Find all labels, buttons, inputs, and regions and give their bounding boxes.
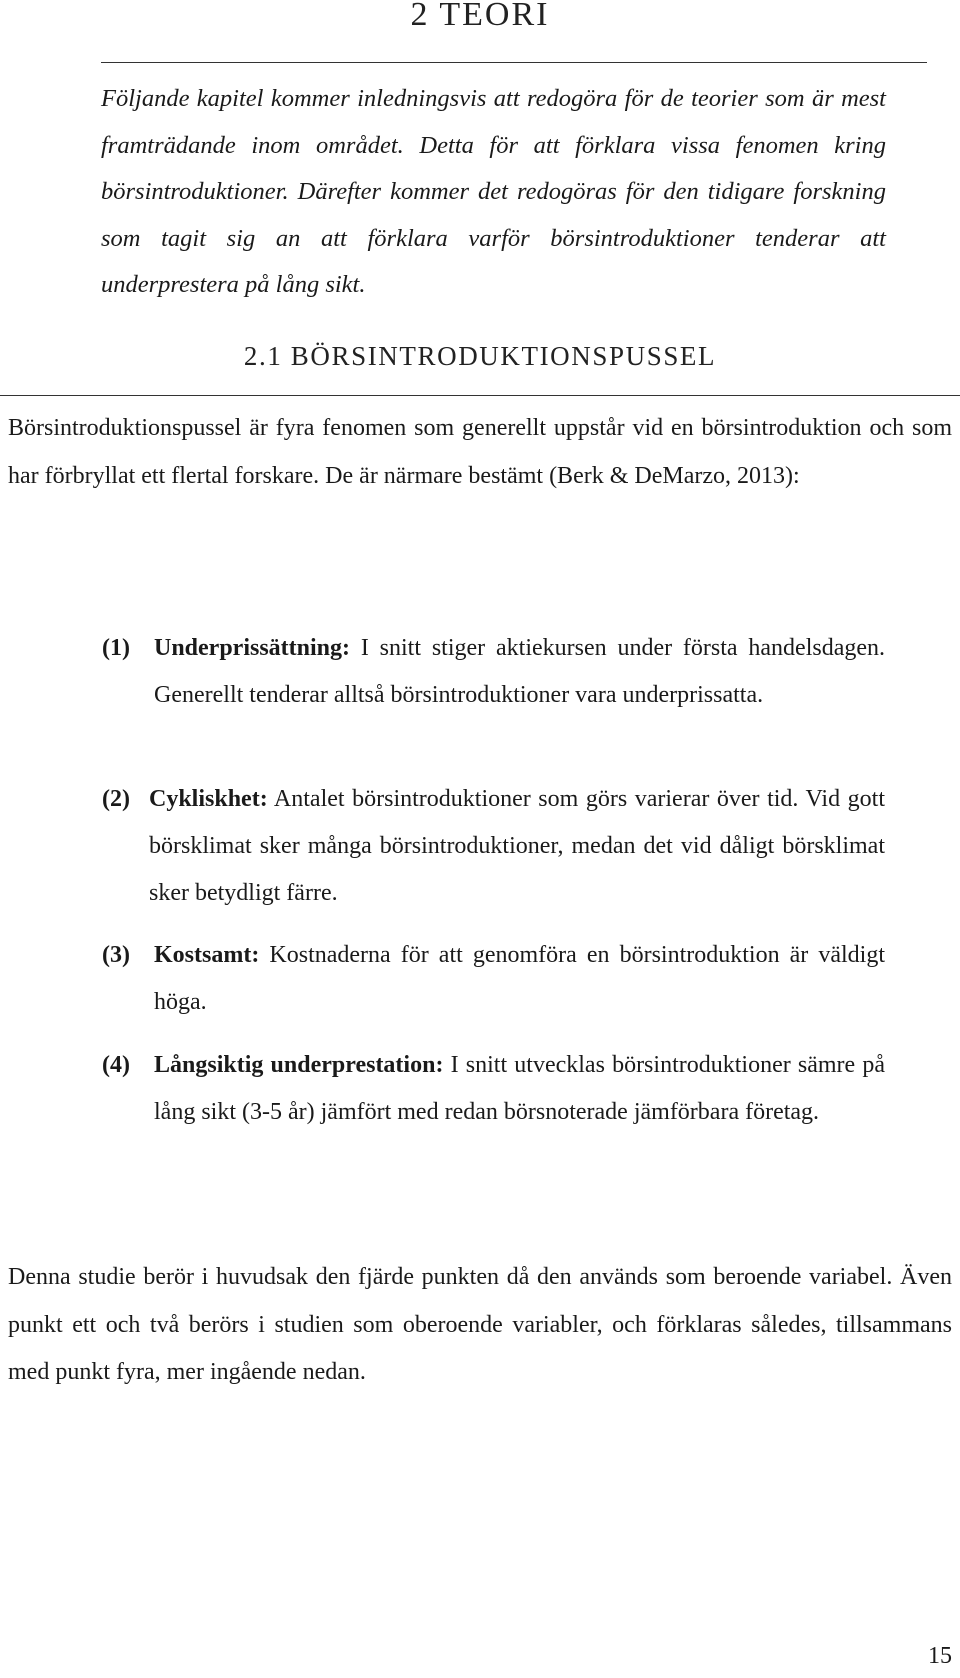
list-item — [102, 776, 885, 917]
section-paragraph-1: Börsintroduktionspussel är fyra fenomen som generellt uppstår vid en börsintroduktion och som har förbryllat ett flertal forskare. De är närmare bestämt (Berk & DeMarzo, 2013): — [8, 415, 952, 489]
chapter-title: 2 TEORI — [410, 0, 550, 33]
section-paragraph-2: Denna studie berör i huvudsak den fjärde punkten då den används som beroende variabel. Även punkt ett och två berörs i studien som oberoende variabler, och förklaras således, tillsammans med punkt fyra, mer ingående nedan. — [8, 1264, 952, 1385]
list-item-text: I snitt utvecklas börsintroduktioner sämre på lång sikt (3-5 år) jämfört med redan börsnoterade jämförbara företag. — [154, 1052, 885, 1125]
chapter-divider — [101, 62, 927, 63]
list-item-number: (3) — [102, 942, 130, 968]
list-item-text: Antalet börsintroduktioner som görs varierar över tid. Vid gott börsklimat sker många börsintroduktioner, medan det vid dåligt börsklimat sker betydligt färre. — [149, 786, 885, 906]
list-item-text: I snitt stiger aktiekursen under första handelsdagen. Generellt tenderar alltså börsintroduktioner vara underprissatta. — [154, 635, 886, 708]
section-divider — [0, 395, 960, 396]
list-item-label: Långsiktig underprestation: — [154, 1052, 444, 1078]
page-number: 15 — [928, 1643, 952, 1669]
section-heading: 2.1 BÖRSINTRODUKTIONSPUSSEL — [243, 341, 717, 371]
list-item-text: Kostnaderna för att genomföra en börsintroduktion är väldigt höga. — [154, 942, 885, 1015]
list-item-label: Cykliskhet: — [149, 786, 268, 812]
chapter-intro: Följande kapitel kommer inledningsvis att redogöra för de teorier som är mest framträdande inom området. Detta för att förklara vissa fenomen kring börsintroduktioner. Därefter kommer det redogöras för den tidigare forskning som tagit sig an att förklara varför börsintroduktioner tenderar att underprestera på lång sikt. — [101, 85, 886, 298]
list-item-number: (4) — [102, 1052, 130, 1078]
list-item-label: Underprissättning: — [154, 635, 351, 661]
list-item — [102, 1042, 885, 1136]
list-item-label: Kostsamt: — [154, 942, 260, 968]
list-item — [102, 625, 886, 719]
list-item-number: (1) — [102, 635, 130, 661]
list-item — [102, 932, 885, 1026]
list-item-number: (2) — [102, 786, 130, 812]
